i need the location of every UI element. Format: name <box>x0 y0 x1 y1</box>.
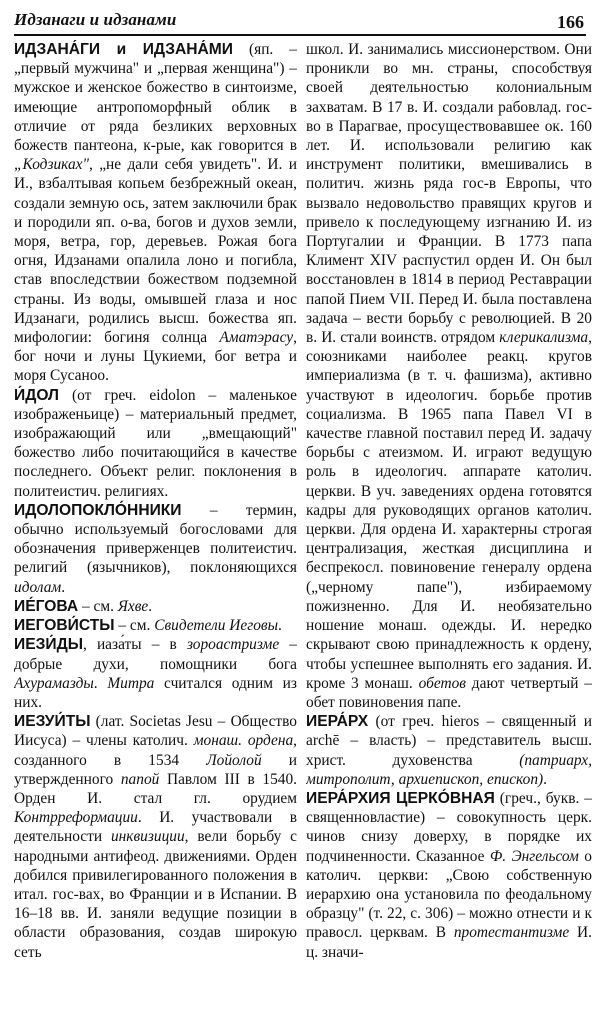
entry-text: . <box>93 674 108 692</box>
entry-ierarkhiya-tserkovnaya <box>306 789 592 962</box>
cross-reference: Лойолой <box>206 751 262 769</box>
cross-reference: обетов <box>418 674 466 692</box>
page-header <box>14 8 586 36</box>
entry-text: , бог ночи и луны Цукиеми, бог ветра и моря Сусаноо. <box>14 329 297 385</box>
entry-headword: ИЕРА́РХИЯ ЦЕРКО́ВНАЯ <box>306 789 495 807</box>
entry-idzanagi <box>14 40 297 386</box>
page-number: 166 <box>557 12 584 32</box>
entry-iegova <box>14 597 297 616</box>
entry-text: – см. <box>78 597 118 615</box>
entry-headword: И́ДОЛ <box>14 386 59 404</box>
entry-headword: ИЕЗУИ́ТЫ <box>14 713 91 731</box>
entry-text: о католич. церкви: „Свою собственную иерархию она установила по феодальному образцу" (т. 22, с. 306) – можно отнести и к правосл. церквам. В <box>306 847 592 942</box>
entry-iegovisty <box>14 616 297 635</box>
cross-reference: Митра <box>107 674 155 692</box>
cross-reference: Аматэрасу <box>219 329 294 347</box>
entry-text: (яп. – „первый мужчина" и „первая женщина") – мужское и женское божество в синтоизме, имеющие антропоморфный облик в отличие от ряда безликих верховных божеств пантеона, к-рые, как говорится в <box>14 41 297 155</box>
entry-iezuity <box>14 712 297 962</box>
cross-reference: Яхве <box>117 597 149 615</box>
entry-text: и утвержденного <box>14 751 297 788</box>
entry-headword: ИЕЗИ́ДЫ <box>14 636 83 654</box>
cross-reference: (патриарх, митрополит, архиепископ, епископ) <box>306 751 592 788</box>
entry-headword: ИЕ́ГОВА <box>14 597 79 615</box>
cross-reference: „Кодзиках" <box>14 156 89 174</box>
entry-iezuity-continued <box>306 40 592 712</box>
entry-headword: ИЕГОВИ́СТЫ <box>14 617 115 635</box>
cross-reference: клерикализма <box>499 329 589 347</box>
entry-text: , союзниками наиболее реакц. кругов империализма (в т. ч. фашизма), активно участвуют в идеологич. борьбе против социализма. В 1965 папа Павел VI в качестве главной поставил перед И. задачу борьбы с атеизмом. И. играют ведущую роль в идеологич. аппарате католич. церкви. В уч. заведениях ордена готовятся кадры для руководящих органов католич. церкви. Для ордена И. характерны строгая централизация, жесткая дисциплина и беспрекосл. повиновение генералу ордена („черному папе"), избираемому пожизненно. Для И. необязательно ношение монаш. одежды. И. нередко скрывают свою принадлежность к ордену, чтобы успешнее выполнять его задания. И. кроме 3 монаш. <box>306 329 592 692</box>
cross-reference: Ахурамазды <box>14 674 94 692</box>
entry-idolopoklonniki <box>14 501 297 597</box>
cross-reference: Ф. Энгельсом <box>489 847 579 865</box>
entry-text: . И. участвовали в деятельности <box>14 809 297 846</box>
entry-text: (греч., букв. – священновластие) – совокупность церк. чинов снизу доверху, в порядке их подчиненности. Сказанное <box>306 789 592 865</box>
entry-text: (от греч. eidolon – маленькое изображеньице) – материальный предмет, изображающий или „вмещающий" божество либо почитающийся в качестве последнего. Объект религ. поклонения в политеистич. религиях. <box>14 386 297 500</box>
entry-text: . <box>543 770 548 788</box>
left-column <box>14 40 297 1015</box>
entry-text: – см. <box>114 617 155 635</box>
cross-reference: идолам <box>14 578 62 596</box>
entry-text: (от греч. hieros – священный и archē – власть) – представитель высш. христ. духовенства <box>306 713 592 769</box>
entry-ierarkh <box>306 712 592 789</box>
entry-text: , „не дали себя увидеть". И. и И., взбалтывая копьем безбрежный океан, создали земную ось, затем заключили брак и породили яп. о-ва, богов и духов земли, моря, ветра, гор, деревьев. Рожая бога огня, Идзанами опалила лоно и погибла, став впоследствии божеством подземной страны. Из воды, омывшей глаза и нос Идзанаги, родились высш. божества яп. мифологии: богиня солнца <box>14 156 297 347</box>
running-head: Идзанаги и идзанами <box>14 10 177 29</box>
cross-reference: инквизиции <box>110 828 185 846</box>
entry-text: (лат. Societas Jesu – Общество Иисуса) – члены католич. <box>14 713 297 750</box>
entry-text: – добрые духи, помощники бога <box>14 636 297 673</box>
entry-text: , созданного в 1534 <box>14 732 297 769</box>
entry-headword: ИДЗАНА́ГИ и ИДЗАНА́МИ <box>14 41 233 58</box>
entry-text: . <box>61 578 66 596</box>
cross-reference: протестантизме <box>453 924 570 942</box>
entry-idol <box>14 386 297 501</box>
entry-text: , вели борьбу с народными антифеод. движениями. Орден добился привилегированного положения в итал. гос-вах, во Франции и в Испании. В 16–18 вв. И. заняли ведущие позиции в области образования, создав широкую сеть <box>14 828 297 961</box>
entry-headword: ИДОЛОПОКЛО́ННИКИ <box>14 501 182 519</box>
entry-text: . <box>278 617 282 635</box>
right-column <box>306 40 592 1015</box>
entry-text: – термин, обычно используемый богословами для обозначения приверженцев политеистич. религий (язычников), поклоняющихся <box>14 501 297 577</box>
cross-reference: папой <box>120 770 160 788</box>
entry-text: И. ц. значи- <box>306 924 592 961</box>
entry-iezidy <box>14 635 297 712</box>
entry-text: школ. И. занимались миссионерством. Они проникли во мн. страны, способствуя своей деятельностью колониальным захватам. В 17 в. И. создали рабовлад. гос-во в Парагвае, просуществовавшее ок. 160 лет. И. использовали религию как инструмент политики, вмешивались в политич. жизнь ряда гос-в Европы, что вызвало недовольство правящих кругов и привело к последующему изгнанию И. из Португалии и Франции. В 1773 папа Климент XIV распустил орден И. Он был восстановлен в 1814 в период Реставрации папой Пием VII. Перед И. была поставлена задача – вести борьбу с революцией. В 20 в. И. стали воинств. отрядом <box>306 41 592 347</box>
cross-reference: монаш. ордена <box>193 732 294 750</box>
entry-text: дают четвертый – обет повиновения папе. <box>306 674 592 711</box>
cross-reference: Контрреформации <box>14 809 138 827</box>
entry-text: , иаза́ты – в <box>82 636 187 654</box>
entry-headword: ИЕРА́РХ <box>306 713 369 731</box>
entry-text: . <box>148 597 153 615</box>
entry-text: Павлом III в 1540. Орден И. стал гл. орудием <box>14 770 297 807</box>
cross-reference: Свидетели Иеговы <box>154 617 278 635</box>
cross-reference: зороастризме <box>186 636 280 654</box>
entry-text: считался одним из них. <box>14 674 297 711</box>
